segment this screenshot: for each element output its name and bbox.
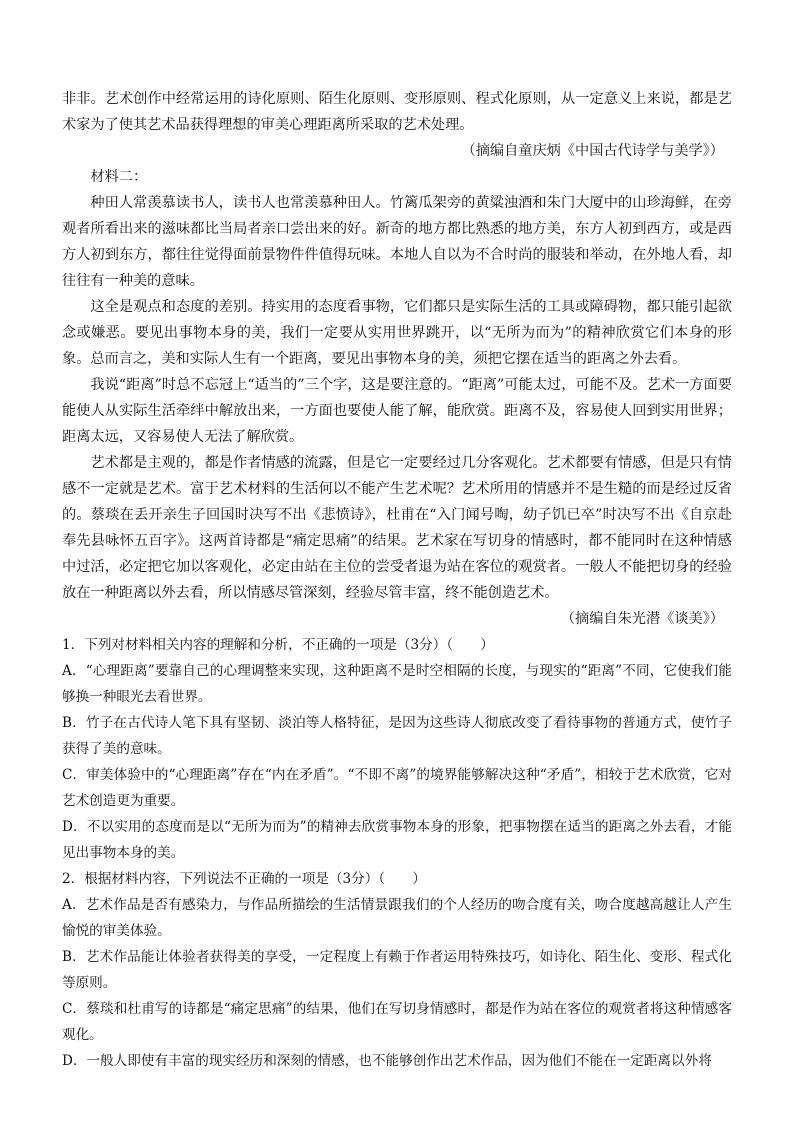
document-page	[62, 86, 732, 1074]
question-1-option-c: C．审美体验中的“心理距离”存在“内在矛盾”。“不即不离”的境界能够解决这种“矛盾”，相较于艺术欣赏，它对艺术创造更为重要。	[62, 767, 732, 809]
question-1-stem: 1．下列对材料相关内容的理解和分析，不正确的一项是（3分）（ ）	[62, 637, 494, 653]
question-2-option-c: C．蔡琰和杜甫写的诗都是“痛定思痛”的结果，他们在写切身情感时，都是作为站在客位的观赏者将这种情感客观化。	[62, 1001, 732, 1043]
material2-heading: 材料二：	[90, 169, 148, 185]
material2-source: （摘编自朱光潜《谈美》）	[560, 611, 724, 627]
question-2-option-b: B．艺术作品能让体验者获得美的享受，一定程度上有赖于作者运用特殊技巧，如诗化、陌生化、变形、程式化等原则。	[62, 949, 732, 991]
question-2-option-d: D．一般人即使有丰富的现实经历和深刻的情感，也不能够创作出艺术作品，因为他们不能在一定距离以外将	[62, 1053, 712, 1069]
question-1-option-b: B．竹子在古代诗人笔下具有坚韧、淡泊等人格特征，是因为这些诗人彻底改变了看待事物的普通方式，使竹子获得了美的意味。	[62, 715, 732, 757]
question-1-option-a: A．“心理距离”要靠自己的心理调整来实现，这种距离不是时空相隔的长度，与现实的“距离”不同，它使我们能够换一种眼光去看世界。	[62, 663, 732, 705]
question-2-option-a: A．艺术作品是否有感染力，与作品所描绘的生活情景跟我们的个人经历的吻合度有关，吻合度越高越让人产生愉悦的审美体验。	[62, 897, 732, 939]
material1-source: （摘编自童庆炳《中国古代诗学与美学》）	[461, 143, 724, 159]
material1-tail: 非非。艺术创作中经常运用的诗化原则、陌生化原则、变形原则、程式化原则，从一定意义上来说，都是艺术家为了使其艺术品获得理想的审美心理距离所采取的艺术处理。	[62, 91, 732, 133]
material2-paragraph-2: 这全是观点和态度的差别。持实用的态度看事物，它们都只是实际生活的工具或障碍物，都只能引起欲念或嫌恶。要见出事物本身的美，我们一定要从实用世界跳开，以“无所为而为”的精神欣赏它们本身的形象。总而言之，美和实际人生有一个距离，要见出事物本身的美，须把它摆在适当的距离之外去看。	[62, 299, 732, 367]
question-2-stem: 2．根据材料内容，下列说法不正确的一项是（3分）（ ）	[62, 871, 426, 887]
material2-paragraph-4: 艺术都是主观的，都是作者情感的流露，但是它一定要经过几分客观化。艺术都要有情感，但是只有情感不一定就是艺术。富于艺术材料的生活何以不能产生艺术呢？艺术所用的情感并不是生糙的而是经过反省的。蔡琰在丢开亲生子回国时决写不出《悲愤诗》，杜甫在“入门闻号啕，幼子饥已卒”时决写不出《自京赴奉先县咏怀五百字》。这两首诗都是“痛定思痛”的结果。艺术家在写切身的情感时，都不能同时在这种情感中过活，必定把它加以客观化，必定由站在主位的尝受者退为站在客位的观赏者。一般人不能把切身的经验放在一种距离以外去看，所以情感尽管深刻，经验尽管丰富，终不能创造艺术。	[62, 455, 732, 601]
material2-paragraph-3: 我说“距离”时总不忘冠上“适当的”三个字，这是要注意的。“距离”可能太过，可能不及。艺术一方面要能使人从实际生活牵绊中解放出来，一方面也要使人能了解，能欣赏。距离不及，容易使人回到实用世界；距离太远，又容易使人无法了解欣赏。	[62, 377, 732, 445]
question-1-option-d: D．不以实用的态度而是以“无所为而为”的精神去欣赏事物本身的形象，把事物摆在适当的距离之外去看，才能见出事物本身的美。	[62, 819, 732, 861]
material2-paragraph-1: 种田人常羡慕读书人，读书人也常羡慕种田人。竹篱瓜架旁的黄粱浊酒和朱门大厦中的山珍海鲜，在旁观者所看出来的滋味都比当局者亲口尝出来的好。新奇的地方都比熟悉的地方美，东方人初到西方，或是西方人初到东方，都往往觉得面前景物件件值得玩味。本地人自以为不合时尚的服装和举动，在外地人看，却往往有一种美的意味。	[62, 195, 732, 289]
